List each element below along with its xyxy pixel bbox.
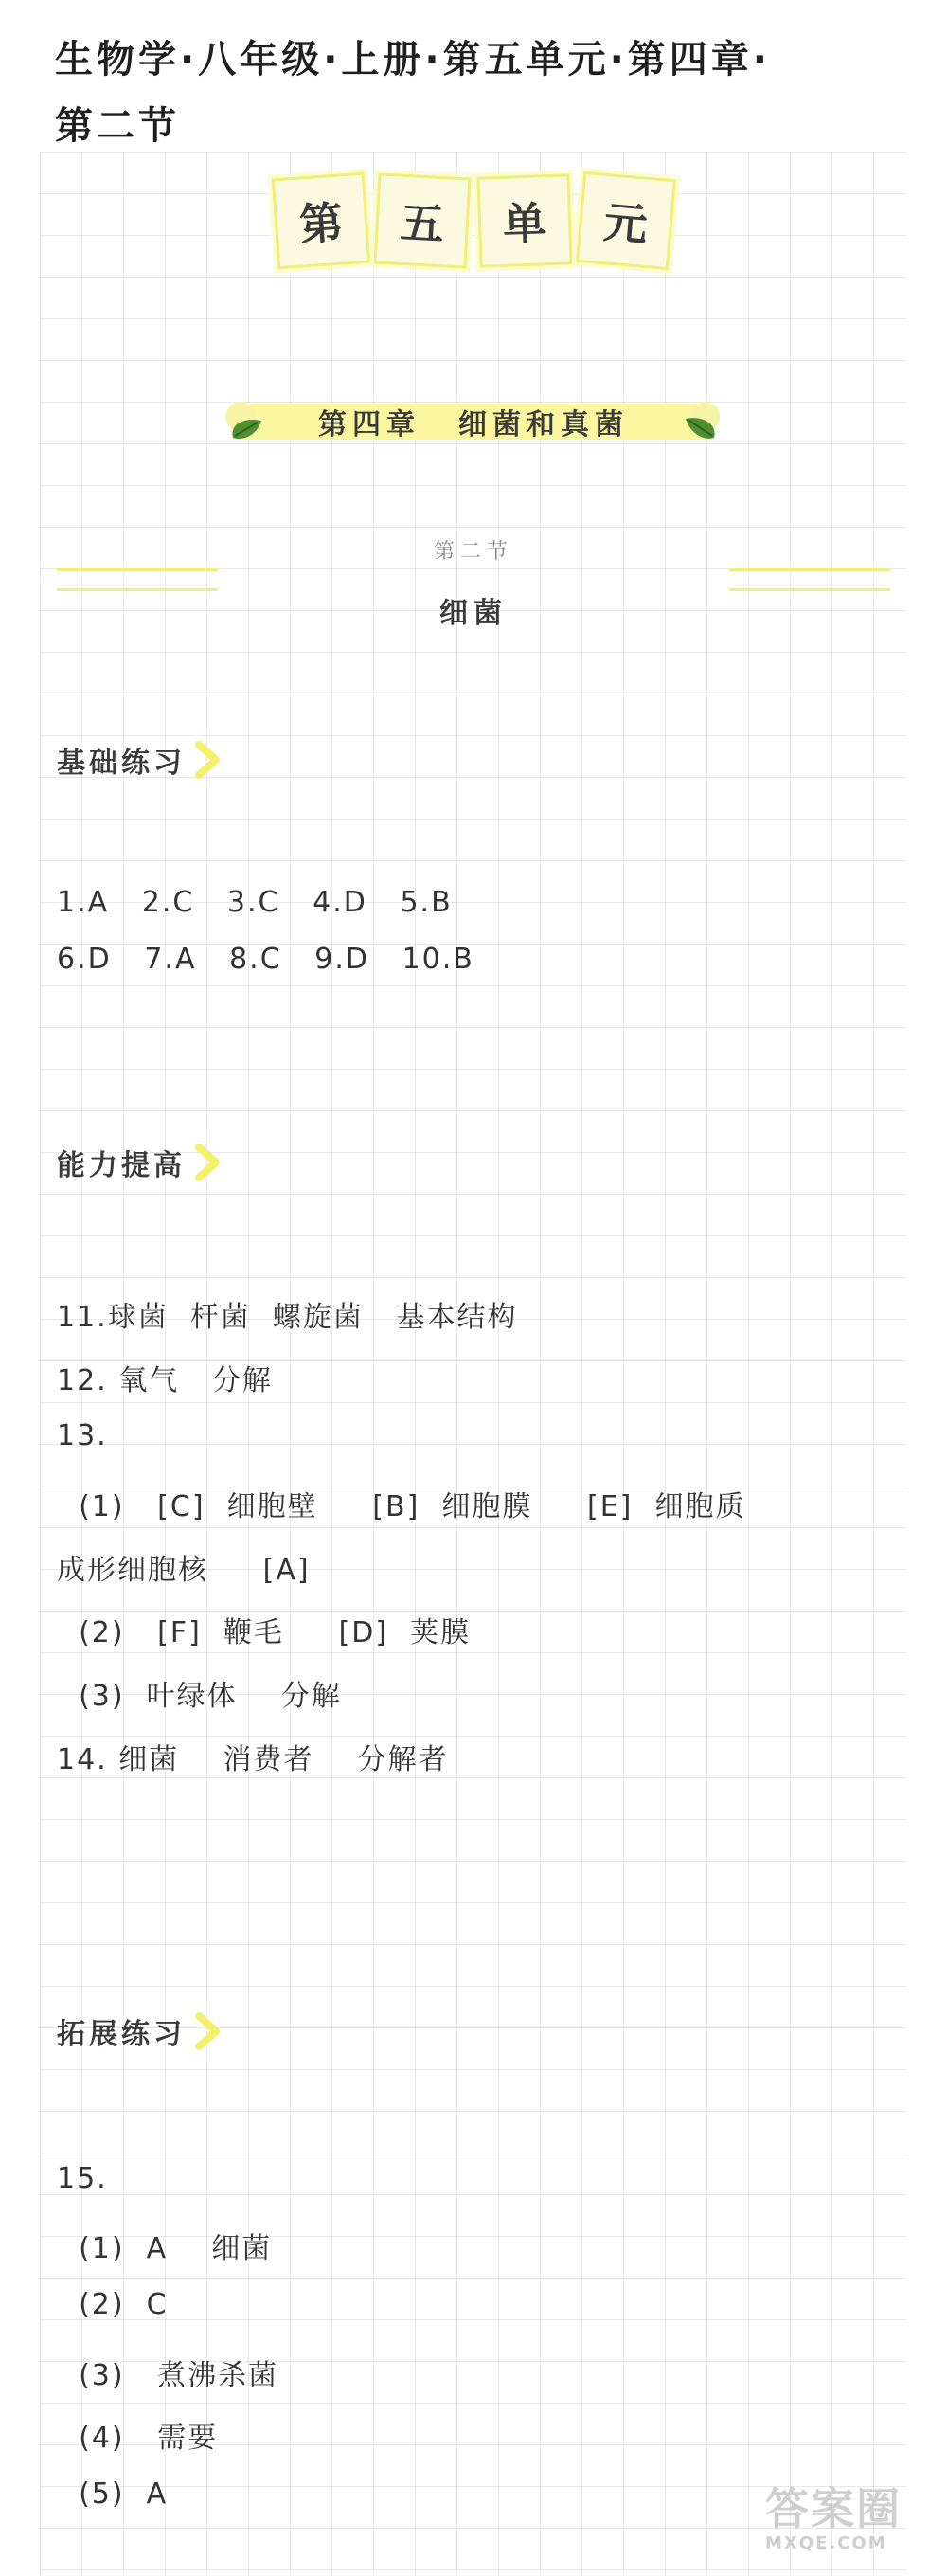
answer-row: 1.A 2.C 3.C 4.D 5.B bbox=[57, 886, 453, 919]
section-title: 细菌 bbox=[439, 597, 508, 630]
answer-line: (2) C bbox=[57, 2288, 169, 2321]
chapter-title: 细菌和真菌 bbox=[458, 408, 629, 441]
answer-line: 成形细胞核 [A] bbox=[57, 1554, 311, 1587]
page-title-line-1: 生物学·八年级·上册·第五单元·第四章· bbox=[55, 38, 771, 81]
answer-line: (1) A 细菌 bbox=[57, 2232, 273, 2265]
answer-line: (1) [C] 细胞壁 [B] 细胞膜 [E] 细胞质 bbox=[57, 1490, 746, 1523]
unit-banner bbox=[275, 166, 672, 275]
watermark-text: 答案圈 bbox=[765, 2483, 902, 2534]
heading-basic-practice bbox=[57, 739, 222, 781]
chapter-heading bbox=[318, 401, 629, 442]
heading-ability-label: 能力提高 bbox=[57, 1149, 186, 1182]
section-side-rule-right bbox=[729, 568, 890, 591]
chevron-right-icon bbox=[193, 741, 222, 779]
answer-line: (5) A bbox=[57, 2477, 169, 2511]
watermark-logo bbox=[765, 2484, 931, 2564]
answer-line: (4) 需要 bbox=[57, 2422, 219, 2455]
page-title bbox=[55, 27, 926, 159]
chevron-right-icon bbox=[193, 1144, 222, 1181]
answer-line: 13. bbox=[57, 1419, 108, 1452]
heading-basic-label: 基础练习 bbox=[57, 747, 186, 780]
answer-line: 11.球菌 杆菌 螺旋菌 基本结构 bbox=[57, 1301, 518, 1334]
unit-tile-3: 单 bbox=[476, 173, 572, 267]
chevron-right-icon bbox=[193, 2012, 222, 2050]
answer-line: 12. 氧气 分解 bbox=[57, 1364, 273, 1397]
answer-line: (2) [F] 鞭毛 [D] 荚膜 bbox=[57, 1616, 472, 1649]
answer-row: 6.D 7.A 8.C 9.D 10.B bbox=[57, 943, 474, 976]
page-title-line-2: 第二节 bbox=[55, 104, 180, 148]
heading-ability-improvement bbox=[57, 1142, 222, 1183]
unit-tile-4: 元 bbox=[576, 171, 676, 269]
leaf-icon bbox=[676, 396, 727, 447]
heading-extension-practice bbox=[57, 2010, 222, 2052]
answer-line: (3) 煮沸杀菌 bbox=[57, 2359, 279, 2392]
section-label: 第二节 bbox=[433, 540, 513, 564]
unit-tile-1: 第 bbox=[272, 171, 370, 269]
leaf-icon bbox=[220, 396, 271, 447]
unit-tile-2: 五 bbox=[374, 172, 472, 268]
answer-line: 15. bbox=[57, 2162, 108, 2195]
watermark-url: MXQE.COM bbox=[765, 2533, 887, 2553]
answer-line: (3) 叶绿体 分解 bbox=[57, 1680, 342, 1713]
section-side-rule-left bbox=[57, 568, 218, 591]
answer-line: 14. 细菌 消费者 分解者 bbox=[57, 1743, 449, 1776]
heading-extension-label: 拓展练习 bbox=[57, 2018, 186, 2051]
chapter-banner bbox=[220, 388, 727, 455]
chapter-number: 第四章 bbox=[318, 408, 420, 441]
